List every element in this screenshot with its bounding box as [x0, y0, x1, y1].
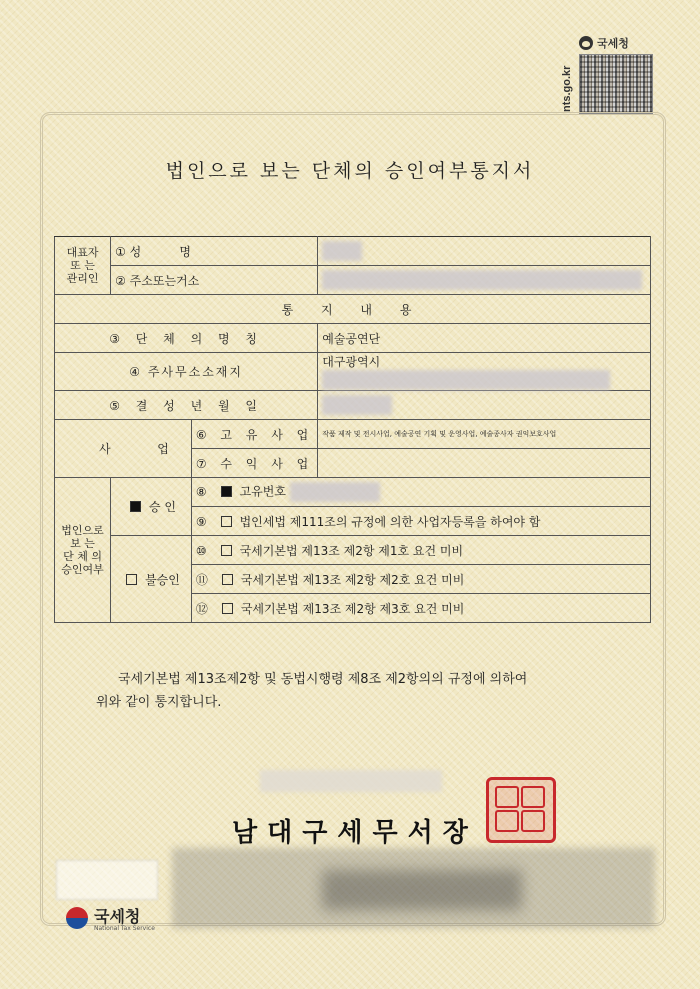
redacted-contact-dark: [322, 870, 522, 910]
item-10-num: ⑩: [195, 543, 207, 558]
tax-office-name: 남대구세무서장: [232, 818, 478, 848]
site-url: nts.go.kr: [561, 65, 573, 112]
document-title: 법인으로 보는 단체의 승인여부통지서: [165, 160, 535, 182]
row-item-8: [55, 478, 651, 507]
address-label: ② 주소또는거소: [111, 266, 318, 295]
name-label: ① 성 명: [111, 237, 318, 266]
item-10: [191, 536, 650, 565]
qr-block: [563, 34, 653, 112]
checked-box-icon: [130, 501, 141, 512]
redacted-office-address: [322, 370, 610, 390]
approve-cell: [111, 478, 192, 536]
representative-label: 대표자 또 는 관리인: [55, 237, 111, 295]
checkbox-icon: [126, 574, 137, 585]
redacted-stamp: [56, 860, 158, 900]
approval-label: 법인으로 보 는 단 체 의 승인여부: [55, 478, 111, 623]
reject-label: 불승인: [145, 572, 180, 587]
business-label: [55, 420, 192, 478]
org-name-label: ③ 단 체 의 명 칭: [55, 324, 318, 353]
business-label-left: 사: [99, 442, 111, 456]
item-8: [191, 478, 650, 507]
item-12-num: ⑫: [195, 601, 208, 616]
redacted-date-stripe: [260, 770, 442, 792]
row-office-address: [55, 353, 651, 391]
item-8-text: 고유번호: [239, 484, 286, 499]
seal-glyph: [521, 810, 545, 832]
qr-brand: [579, 34, 629, 52]
name-value: [318, 237, 651, 266]
row-name: [55, 237, 651, 266]
seal-glyph: [521, 786, 545, 808]
redacted-office-contact: [172, 848, 655, 928]
qr-code: [579, 54, 653, 114]
mascot-icon: [579, 36, 593, 50]
office-address-value: 대구광역시: [322, 355, 381, 369]
redacted-name: [322, 241, 362, 261]
checkbox-icon: [222, 603, 233, 614]
paragraph-line-1: 국세기본법 제13조제2항 및 동법시행령 제8조 제2항의의 규정에 의하여: [118, 672, 528, 687]
item-9-num: ⑨: [195, 514, 207, 529]
seal-glyph: [495, 810, 519, 832]
item-8-num: ⑧: [195, 484, 207, 499]
item-9: [191, 507, 650, 536]
redacted-date: [322, 395, 392, 415]
row-org-name: [55, 324, 651, 353]
notice-header: 통 지 내 용: [55, 295, 651, 324]
nts-logo: [66, 904, 155, 932]
approve-label: 승 인: [148, 500, 176, 514]
seal-glyph: [495, 786, 519, 808]
checkbox-icon: [221, 545, 232, 556]
office-address-label: ④ 주사무소소재지: [55, 353, 318, 391]
taeguk-icon: [66, 907, 88, 929]
item-11-text: 국세기본법 제13조 제2항 제2호 요건 미비: [240, 572, 465, 587]
item-11-num: ⑪: [195, 572, 208, 587]
reject-cell: [111, 536, 192, 623]
founded-value: [318, 391, 651, 420]
redacted-address: [322, 270, 642, 290]
address-value: [318, 266, 651, 295]
checked-box-icon: [221, 486, 232, 497]
notice-paragraph: [96, 668, 618, 714]
row-address: [55, 266, 651, 295]
checkbox-icon: [222, 574, 233, 585]
item-9-text: 법인세법 제111조의 규정에 의한 사업자등록을 하여야 함: [239, 514, 541, 529]
notice-form: [54, 236, 651, 623]
checkbox-icon: [221, 516, 232, 527]
item-12-text: 국세기본법 제13조 제2항 제3호 요건 미비: [240, 601, 465, 616]
redacted-id: [290, 482, 380, 502]
qr-brand-label: 국세청: [597, 37, 629, 50]
item-11: [191, 565, 650, 594]
row-own-business: [55, 420, 651, 449]
org-name-value: 예술공연단: [318, 324, 651, 353]
row-notice-header: [55, 295, 651, 324]
business-label-right: 업: [157, 442, 169, 456]
own-business-label: ⑥ 고 유 사 업: [191, 420, 317, 449]
row-item-10: [55, 536, 651, 565]
profit-business-value: [318, 449, 651, 478]
item-10-text: 국세기본법 제13조 제2항 제1호 요건 미비: [239, 543, 464, 558]
founded-label: ⑤ 결 성 년 월 일: [55, 391, 318, 420]
profit-business-label: ⑦ 수 익 사 업: [191, 449, 317, 478]
office-address-cell: [318, 353, 651, 391]
paragraph-line-2: 위와 같이 통지합니다.: [96, 695, 222, 710]
own-business-value: 작품 제작 및 전시사업, 예술공연 기획 및 운영사업, 예술종사자 권익보호사업: [318, 420, 651, 449]
official-seal: [486, 777, 556, 843]
nts-logo-name: 국세청: [94, 907, 141, 926]
row-founded: [55, 391, 651, 420]
nts-logo-english: National Tax Service: [94, 925, 155, 932]
item-12: [191, 594, 650, 623]
